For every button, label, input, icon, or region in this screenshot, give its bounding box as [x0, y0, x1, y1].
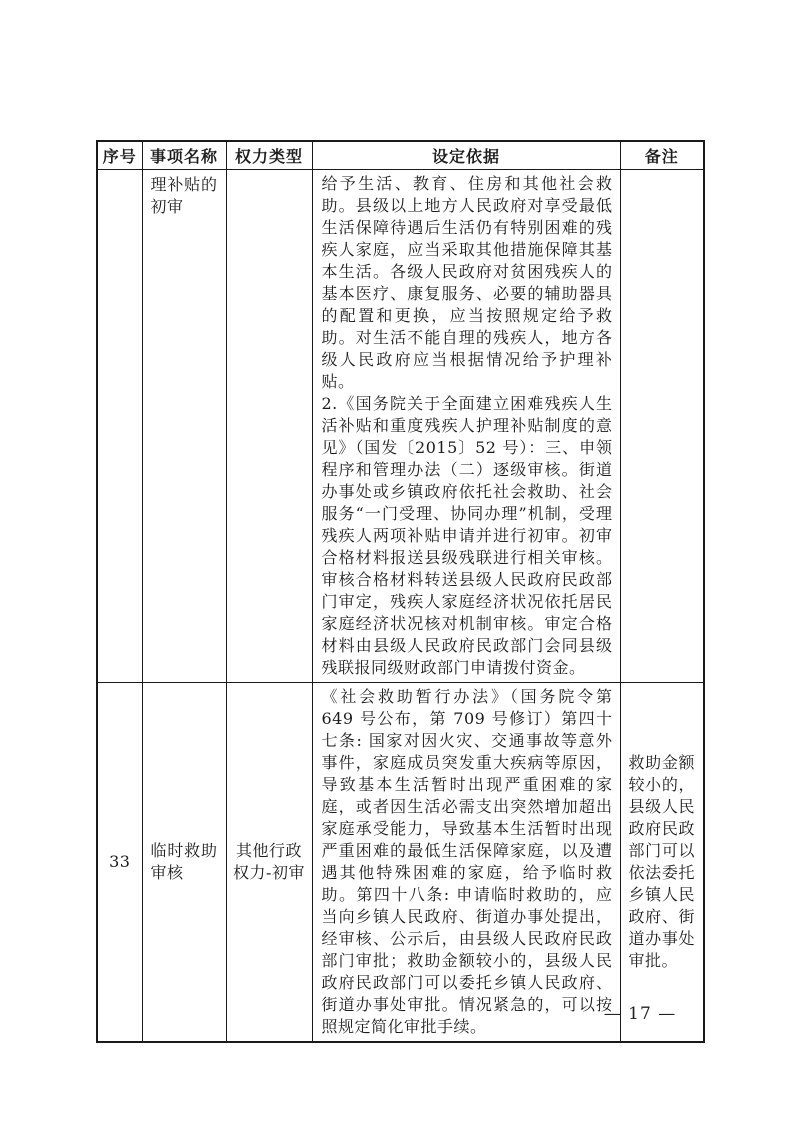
basis-paragraph-1: 《社会救助暂行办法》（国务院令第 649 号公布，第 709 号修订）第四十七条: 国家对因火灾、交通事故等意外事件，家庭成员突发重大疾病等原因，导致基本生活暂时出现严重困难的家庭，或者因生活必需支出突然增加超出家庭承受能力，导致基本生活暂时出现严重困难的最低生活保障家庭，以及遭遇其他特殊困难的家庭，给予临时救助。第四十八条: 申请临时救助的，应当向乡镇人民政府、街道办事处提出，经审核、公示后，由县级人民政府民政部门审批；救助金额较小的，县级人民政府民政部门可以委托乡镇人民政府、街道办事处审批。情况紧急的，可以按照规定简化审批手续。	[321, 687, 613, 1036]
header-remarks: 备注	[620, 141, 704, 170]
cell-serial-number: 33	[97, 683, 142, 1043]
basis-paragraph-1: 给予生活、教育、住房和其他社会救助。县级以上地方人民政府对享受最低生活保障待遇后生活仍有特别困难的残疾人家庭，应当采取其他措施保障其基本生活。各级人民政府对贫困残疾人的基本医疗、康复服务、必要的辅助器具的配置和更换，应当按照规定给予救助。对生活不能自理的残疾人，地方各级人民政府应当根据情况给予护理补贴。	[321, 174, 613, 391]
header-serial-number: 序号	[97, 141, 142, 170]
table-row-continuation	[97, 170, 704, 683]
table-header-row	[97, 141, 704, 170]
cell-power-type: 其他行政权力-初审	[226, 683, 312, 1043]
header-power-type: 权力类型	[226, 141, 312, 170]
cell-power-type	[226, 170, 312, 683]
header-item-name: 事项名称	[142, 141, 226, 170]
basis-paragraph-2: 2.《国务院关于全面建立困难残疾人生活补贴和重度残疾人护理补贴制度的意见》（国发〔2015〕52 号）：三、申领程序和管理办法（二）逐级审核。街道办事处或乡镇政府依托社会救助、社会服务“一门受理、协同办理”机制，受理残疾人两项补贴申请并进行初审。初审合格材料报送县级残联进行相关审核。审核合格材料转送县级人民政府民政部门审定，残疾人家庭经济状况依托居民家庭经济状况核对机制审核。审定合格材料由县级人民政府民政部门会同县级残联报同级财政部门申请拨付资金。	[321, 394, 613, 677]
table-row-33	[97, 683, 704, 1043]
cell-setting-basis	[312, 170, 620, 683]
cell-item-name: 临时救助审核	[142, 683, 226, 1043]
header-setting-basis: 设定依据	[312, 141, 620, 170]
power-items-table	[96, 140, 705, 1043]
cell-item-name: 理补贴的初审	[142, 170, 226, 683]
page-number: — 17 —	[603, 1004, 677, 1024]
cell-remarks	[620, 170, 704, 683]
cell-serial-number	[97, 170, 142, 683]
cell-remarks: 救助金额较小的，县级人民政府民政部门可以依法委托乡镇人民政府、街道办事处审批。	[620, 683, 704, 1043]
cell-setting-basis	[312, 683, 620, 1043]
